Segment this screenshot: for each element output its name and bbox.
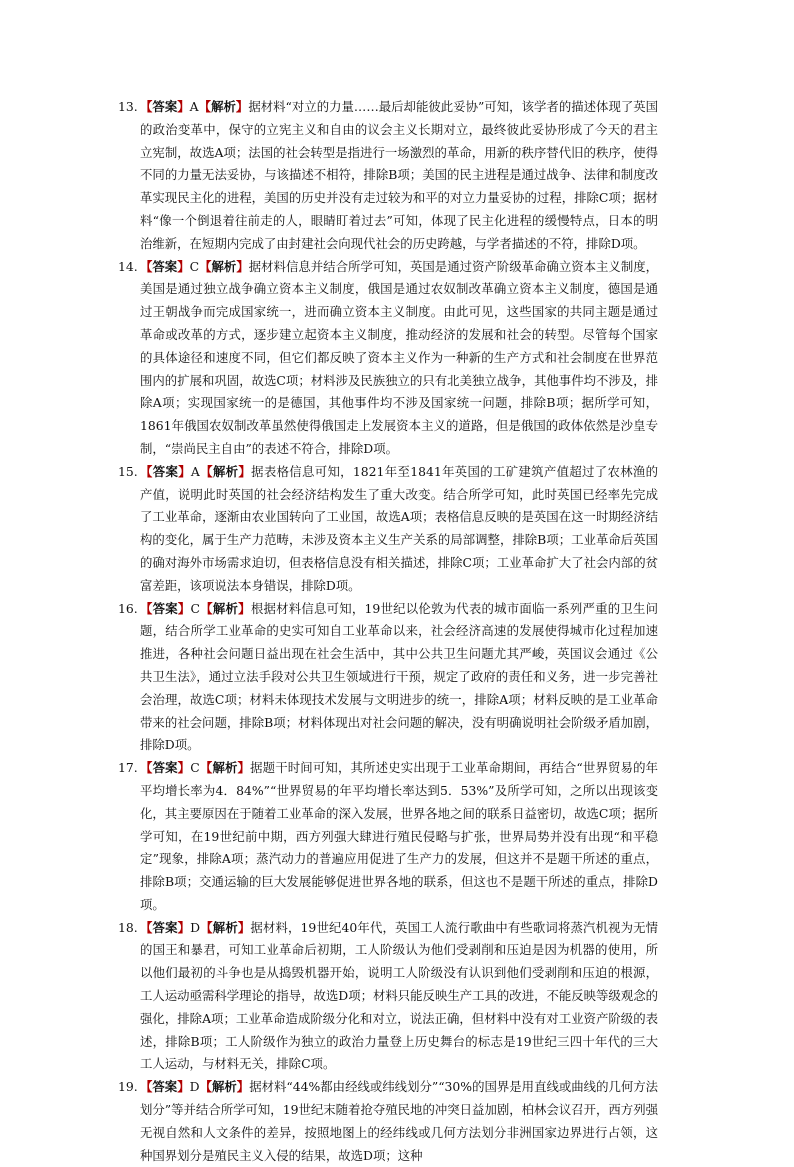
question-number: 18.: [118, 919, 138, 935]
analysis-text: 据材料信息并结合所学可知，英国是通过资产阶级革命确立资本主义制度，美国是通过独立战争确立资本主义制度，俄国是通过农奴制改革确立资本主义制度，德国是通过王朝战争而完成国家统一，进而确立资本主义制度。由此可见，这些国家的共同主题是通过革命或改革的方式，逐步建立起资本主义制度，推动经济的发展和社会的转型。尽管每个国家的具体途径和速度不同，但它们都反映了资本主义作为一种新的生产方式和社会制度在世界范围内的扩展和巩固，故选C项；材料涉及民族独立的只有北美独立战争，其他事件均不涉及，排除A项；实现国家统一的是德国，其他事件均不涉及国家统一问题，排除B项；据所学可知，1861年俄国农奴制改革虽然使得俄国走上发展资本主义的道路，但是俄国的政体依然是沙皇专制，“崇尚民主自由”的表述不符合，排除D项。: [140, 258, 659, 456]
analysis-text: 据材料，19世纪40年代，英国工人流行歌曲中有些歌词将蒸汽机视为无情的国王和暴君，可知工业革命后初期，工人阶级认为他们受剥削和压迫是因为机器的使用，所以他们最初的斗争也是从捣毁机器开始，说明工人阶级没有认识到他们受剥削和压迫的根源，工人运动亟需科学理论的指导，故选D项；材料只能反映生产工具的改进，不能反映等级观念的强化，排除A项；工业革命造成阶级分化和对立，说法正确，但材料中没有对工业资产阶级的表述，排除B项；工人阶级作为独立的政治力量登上历史舞台的标志是19世纪三四十年代的三大工人运动，与材料无关，排除C项。: [140, 919, 659, 1072]
question-number: 13.: [118, 99, 138, 114]
answer-body: 【答案】D【解析】据材料，19世纪40年代，英国工人流行歌曲中有些歌词将蒸汽机视为无情的国王和暴君，可知工业革命后初期，工人阶级认为他们受剥削和压迫是因为机器的使用，所以他们最初的斗争也是从捣毁机器开始，说明工人阶级没有认识到他们受剥削和压迫的根源，工人运动亟需科学理论的指导，故选D项；材料只能反映生产工具的改进，不能反映等级观念的强化，排除A项；工业革命造成阶级分化和对立，说法正确，但材料中没有对工业资产阶级的表述，排除B项；工人阶级作为独立的政治力量登上历史舞台的标志是19世纪三四十年代的三大工人运动，与材料无关，排除C项。: [140, 919, 659, 1072]
question-number: 19.: [118, 1079, 138, 1095]
answer-body: 【答案】C【解析】据材料信息并结合所学可知，英国是通过资产阶级革命确立资本主义制度，美国是通过独立战争确立资本主义制度，俄国是通过农奴制改革确立资本主义制度，德国是通过王朝战争而完成国家统一，进而确立资本主义制度。由此可见，这些国家的共同主题是通过革命或改革的方式，逐步建立起资本主义制度，推动经济的发展和社会的转型。尽管每个国家的具体途径和速度不同，但它们都反映了资本主义作为一种新的生产方式和社会制度在世界范围内的扩展和巩固，故选C项；材料涉及民族独立的只有北美独立战争，其他事件均不涉及，排除A项；实现国家统一的是德国，其他事件均不涉及国家统一问题，排除B项；据所学可知，1861年俄国农奴制改革虽然使得俄国走上发展资本主义的道路，但是俄国的政体依然是沙皇专制，“崇尚民主自由”的表述不符合，排除D项。: [140, 258, 659, 456]
analysis-text: 据表格信息可知，1821年至1841年英国的工矿建筑产值超过了农林渔的产值，说明此时英国的社会经济结构发生了重大改变。结合所学可知，此时英国已经率先完成了工业革命，逐渐由农业国转向了工业国，故选A项；表格信息反映的是英国在这一时期经济结构的变化，属于生产力范畴，未涉及资本主义生产关系的局部调整，排除B项；工业革命后英国的确对海外市场需求迫切，但表格信息没有相关描述，排除C项；工业革命扩大了社会内部的贫富差距，该项说法本身错误，排除D项。: [140, 463, 659, 593]
question-18-answer: [118, 917, 658, 1077]
analysis-label: 解析: [212, 600, 239, 616]
answer-label: 答案: [152, 258, 178, 274]
analysis-label: 解析: [212, 760, 238, 776]
answer-body: 【答案】D【解析】据材料“44%都由经线或纬线划分”“30%的国界是用直线或曲线的几何方法划分”等并结合所学可知，19世纪末随着抢夺殖民地的冲突日益加剧，柏林会议召开，西方列强无视自然和人文条件的差异，按照地图上的经纬线或几何方法划分非洲国家边界进行占领，这种国界划分是殖民主义入侵的结果，故选D项；这种: [140, 1079, 659, 1163]
answer-body: 【答案】A【解析】据材料“对立的力量……最后却能彼此妥协”可知，该学者的描述体现了英国的政治变革中，保守的立宪主义和自由的议会主义长期对立，最终彼此妥协形成了今天的君主立宪制，故选A项；法国的社会转型是指进行一场激烈的革命，用新的秩序替代旧的秩序，使得不同的力量无法妥协，与该描述不相符，排除B项；美国的民主进程是通过战争、法律和制度改革实现民主化的进程，美国的历史并没有走过较为和平的对立力量妥协的过程，排除C项；据材料“像一个倒退着往前走的人，眼睛盯着过去”可知，体现了民主化进程的缓慢特点，日本的明治维新，在短期内完成了由封建社会向现代社会的历史跨越，与学者描述的不符，排除D项。: [140, 99, 659, 251]
answer-choice: D: [189, 1079, 200, 1095]
answer-label: 答案: [152, 1079, 178, 1095]
answer-choice: D: [190, 919, 201, 935]
question-19-answer: [118, 1076, 658, 1167]
answer-label: 答案: [152, 919, 178, 935]
answer-choice: A: [190, 463, 200, 479]
question-13-answer: [118, 96, 658, 256]
analysis-text: 据题干时间可知，其所述史实出现于工业革命期间，再结合“世界贸易的年平均增长率为4．84%”“世界贸易的年平均增长率达到5．53%”及所学可知，之所以出现该变化，其主要原因在于随着工业革命的深入发展，世界各地之间的联系日益密切，故选C项；据所学可知，在19世纪前中期，西方列强大肆进行殖民侵略与扩张，世界局势并没有出现“和平稳定”现象，排除A项；蒸汽动力的普遍应用促进了生产力的发展，但这并不是题干所述的重点，排除B项；交通运输的巨大发展能够促进世界各地的联系，但这也不是题干所述的重点，排除D项。: [140, 760, 659, 912]
question-14-answer: [118, 256, 658, 461]
answer-label: 答案: [152, 463, 179, 479]
analysis-text: 据材料“对立的力量……最后却能彼此妥协”可知，该学者的描述体现了英国的政治变革中，保守的立宪主义和自由的议会主义长期对立，最终彼此妥协形成了今天的君主立宪制，故选A项；法国的社会转型是指进行一场激烈的革命，用新的秩序替代旧的秩序，使得不同的力量无法妥协，与该描述不相符，排除B项；美国的民主进程是通过战争、法律和制度改革实现民主化的进程，美国的历史并没有走过较为和平的对立力量妥协的过程，排除C项；据材料“像一个倒退着往前走的人，眼睛盯着过去”可知，体现了民主化进程的缓慢特点，日本的明治维新，在短期内完成了由封建社会向现代社会的历史跨越，与学者描述的不符，排除D项。: [140, 99, 659, 251]
question-number: 16.: [118, 600, 138, 616]
question-15-answer: [118, 461, 658, 598]
question-17-answer: [118, 757, 658, 917]
answer-choice: C: [190, 760, 200, 776]
analysis-label: 解析: [211, 99, 236, 114]
answer-body: 【答案】C【解析】根据材料信息可知，19世纪以伦敦为代表的城市面临一系列严重的卫生问题，结合所学工业革命的史实可知自工业革命以来，社会经济高速的发展使得城市化过程加速推进，各种社会问题日益出现在社会生活中，其中公共卫生问题尤其严峻，英国议会通过《公共卫生法》，通过立法手段对公共卫生领域进行干预，规定了政府的责任和义务，进一步完善社会治理，故选C项；材料未体现技术发展与文明进步的统一，排除A项；材料反映的是工业革命带来的社会问题，排除B项；材料体现出对社会问题的解决，没有明确说明社会阶级矛盾加剧，排除D项。: [140, 600, 659, 753]
question-16-answer: [118, 598, 658, 758]
analysis-label: 解析: [211, 258, 237, 274]
analysis-label: 解析: [211, 1079, 237, 1095]
analysis-text: 据材料“44%都由经线或纬线划分”“30%的国界是用直线或曲线的几何方法划分”等并结合所学可知，19世纪末随着抢夺殖民地的冲突日益加剧，柏林会议召开，西方列强无视自然和人文条件的差异，按照地图上的经纬线或几何方法划分非洲国家边界进行占领，这种国界划分是殖民主义入侵的结果，故选D项；这种: [140, 1079, 659, 1163]
answer-label: 答案: [152, 760, 178, 776]
answer-body: 【答案】C【解析】据题干时间可知，其所述史实出现于工业革命期间，再结合“世界贸易的年平均增长率为4．84%”“世界贸易的年平均增长率达到5．53%”及所学可知，之所以出现该变化，其主要原因在于随着工业革命的深入发展，世界各地之间的联系日益密切，故选C项；据所学可知，在19世纪前中期，西方列强大肆进行殖民侵略与扩张，世界局势并没有出现“和平稳定”现象，排除A项；蒸汽动力的普遍应用促进了生产力的发展，但这并不是题干所述的重点，排除B项；交通运输的巨大发展能够促进世界各地的联系，但这也不是题干所述的重点，排除D项。: [140, 760, 659, 912]
answer-label: 答案: [152, 600, 178, 616]
analysis-label: 解析: [212, 919, 238, 935]
question-number: 17.: [118, 760, 138, 776]
answer-choice: C: [189, 258, 200, 274]
answer-label: 答案: [152, 99, 178, 114]
question-number: 15.: [118, 463, 138, 479]
answer-body: 【答案】A【解析】据表格信息可知，1821年至1841年英国的工矿建筑产值超过了农林渔的产值，说明此时英国的社会经济结构发生了重大改变。结合所学可知，此时英国已经率先完成了工业革命，逐渐由农业国转向了工业国，故选A项；表格信息反映的是英国在这一时期经济结构的变化，属于生产力范畴，未涉及资本主义生产关系的局部调整，排除B项；工业革命后英国的确对海外市场需求迫切，但表格信息没有相关描述，排除C项；工业革命扩大了社会内部的贫富差距，该项说法本身错误，排除D项。: [140, 463, 659, 593]
answer-choice: C: [190, 600, 201, 616]
analysis-text: 根据材料信息可知，19世纪以伦敦为代表的城市面临一系列严重的卫生问题，结合所学工业革命的史实可知自工业革命以来，社会经济高速的发展使得城市化过程加速推进，各种社会问题日益出现在社会生活中，其中公共卫生问题尤其严峻，英国议会通过《公共卫生法》，通过立法手段对公共卫生领域进行干预，规定了政府的责任和义务，进一步完善社会治理，故选C项；材料未体现技术发展与文明进步的统一，排除A项；材料反映的是工业革命带来的社会问题，排除B项；材料体现出对社会问题的解决，没有明确说明社会阶级矛盾加剧，排除D项。: [140, 600, 659, 753]
analysis-label: 解析: [212, 463, 239, 479]
question-number: 14.: [118, 258, 138, 274]
answer-choice: A: [189, 99, 199, 114]
